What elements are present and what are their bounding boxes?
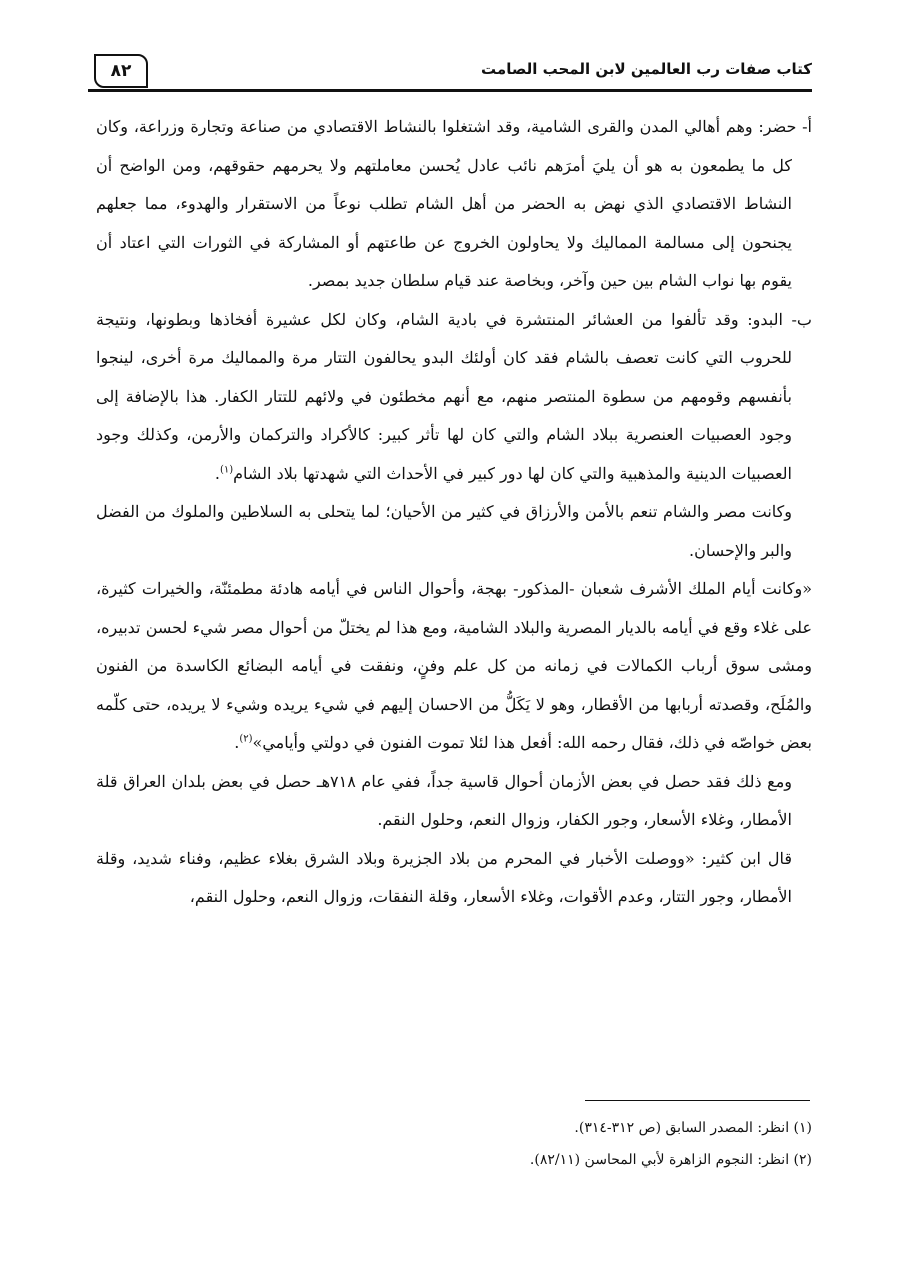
footnote-ref-2: (٢) [239,733,253,745]
paragraph-hard-times: ومع ذلك فقد حصل في بعض الأزمان أحوال قاسية جداً، ففي عام ٧١٨هـ حصل في بعض بلدان العراق قلة الأمطار، وغلاء الأسعار، وجور الكفار، وزوال النعم، وحلول النقم. [96,771,792,829]
paragraph-badw: ب- البدو: وقد تألفوا من العشائر المنتشرة في بادية الشام، وكان لكل عشيرة أفخاذها وبطونها، ونتيجة للحروب التي كانت تعصف بالشام فقد كان أولئك البدو يحالفون التتار مرة والمماليك مرة أخرى، لينجوا بأنفسهم وقومهم من سطوة المنتصر منهم، مع أنهم مخطئون في ولائهم للتتار الكفار. هذا بالإضافة إلى وجود العصبيات العنصرية ببلاد الشام والتي كان لها تأثر كبير: كالأكراد والتركمان والأرمن، وكذلك وجود العصبيات الدينية والمذهبية والتي كان لها دور كبير في الأحداث التي شهدتها بلاد الشام$^{(١)}$. [96,309,812,483]
footnote-1: (١) انظر: المصدر السابق (ص ٣١٢-٣١٤). [574,1120,812,1136]
paragraph-hadar: أ- حضر: وهم أهالي المدن والقرى الشامية، وقد اشتغلوا بالنشاط الاقتصادي من صناعة وتجارة وزراعة، وكان كل ما يطمعون به هو أن يليَ أمرَهم نائب عادل يُحسن معاملتهم ولا يحرمهم حقوقهم، ومن الواضح أن النشاط الاقتصادي الذي نهض به الحضر من أهل الشام تطلب نوعاً من الاستقرار والهدوء، مما جعلهم يجنحون إلى مسالمة المماليك ولا يحاولون الخروج عن طاعتهم أو المشاركة في الثورات التي اعتاد أن يقوم بها نواب الشام بين حين وآخر، وبخاصة عند قيام سلطان جديد بمصر. [96,117,812,290]
footnote-ref-1: (١) [219,464,234,476]
footnote-separator [585,1100,810,1101]
footnote-2: (٢) انظر: النجوم الزاهرة لأبي المحاسن (٨٢/١١). [529,1152,812,1168]
page-header [88,52,812,94]
header-rule [88,89,812,92]
main-text [96,108,812,917]
paragraph-security: وكانت مصر والشام تنعم بالأمن والأرزاق في كثير من الأحيان؛ لما يتحلى به السلاطين والملوك من الفضل والبر والإحسان. [96,502,792,560]
paragraph-ibn-kathir: قال ابن كثير: «ووصلت الأخبار في المحرم من بلاد الجزيرة وبلاد الشرق بغلاء عظيم، وفناء شديد، وقلة الأمطار، وجور التتار، وعدم الأقوات، وغلاء الأسعار، وقلة النفقات، وزوال النعم، وحلول النقم، [96,848,792,906]
page-number: ٨٢ [94,54,148,88]
running-title: كتاب صفات رب العالمين لابن المحب الصامت [481,60,812,78]
footnotes [96,1112,812,1176]
paragraph-quote-ashraf: «وكانت أيام الملك الأشرف شعبان -المذكور- بهجة، وأحوال الناس في أيامه هادئة مطمئنّة، والخيرات كثيرة، على غلاء وقع في أيامه بالديار المصرية والبلاد الشامية، ومع هذا لم يختلّ من أحوال مصر شيء لحسن تدبيره، ومشى سوق أرباب الكمالات في زمانه من كل علم وفنٍ، ونفقت في أيامه البضائع الكاسدة من الفنون والمُلَح، وقصدته أربابها من الأقطار، وهو لا يَكَلُّ من الاحسان إليهم في شيء يريده وشيء لا يريده، حتى كلّمه بعض خواصّه في ذلك، فقال رحمه الله: أفعل هذا لئلا تموت الفنون في دولتي وأيامي»$^{(٢)}$. [96,579,813,752]
